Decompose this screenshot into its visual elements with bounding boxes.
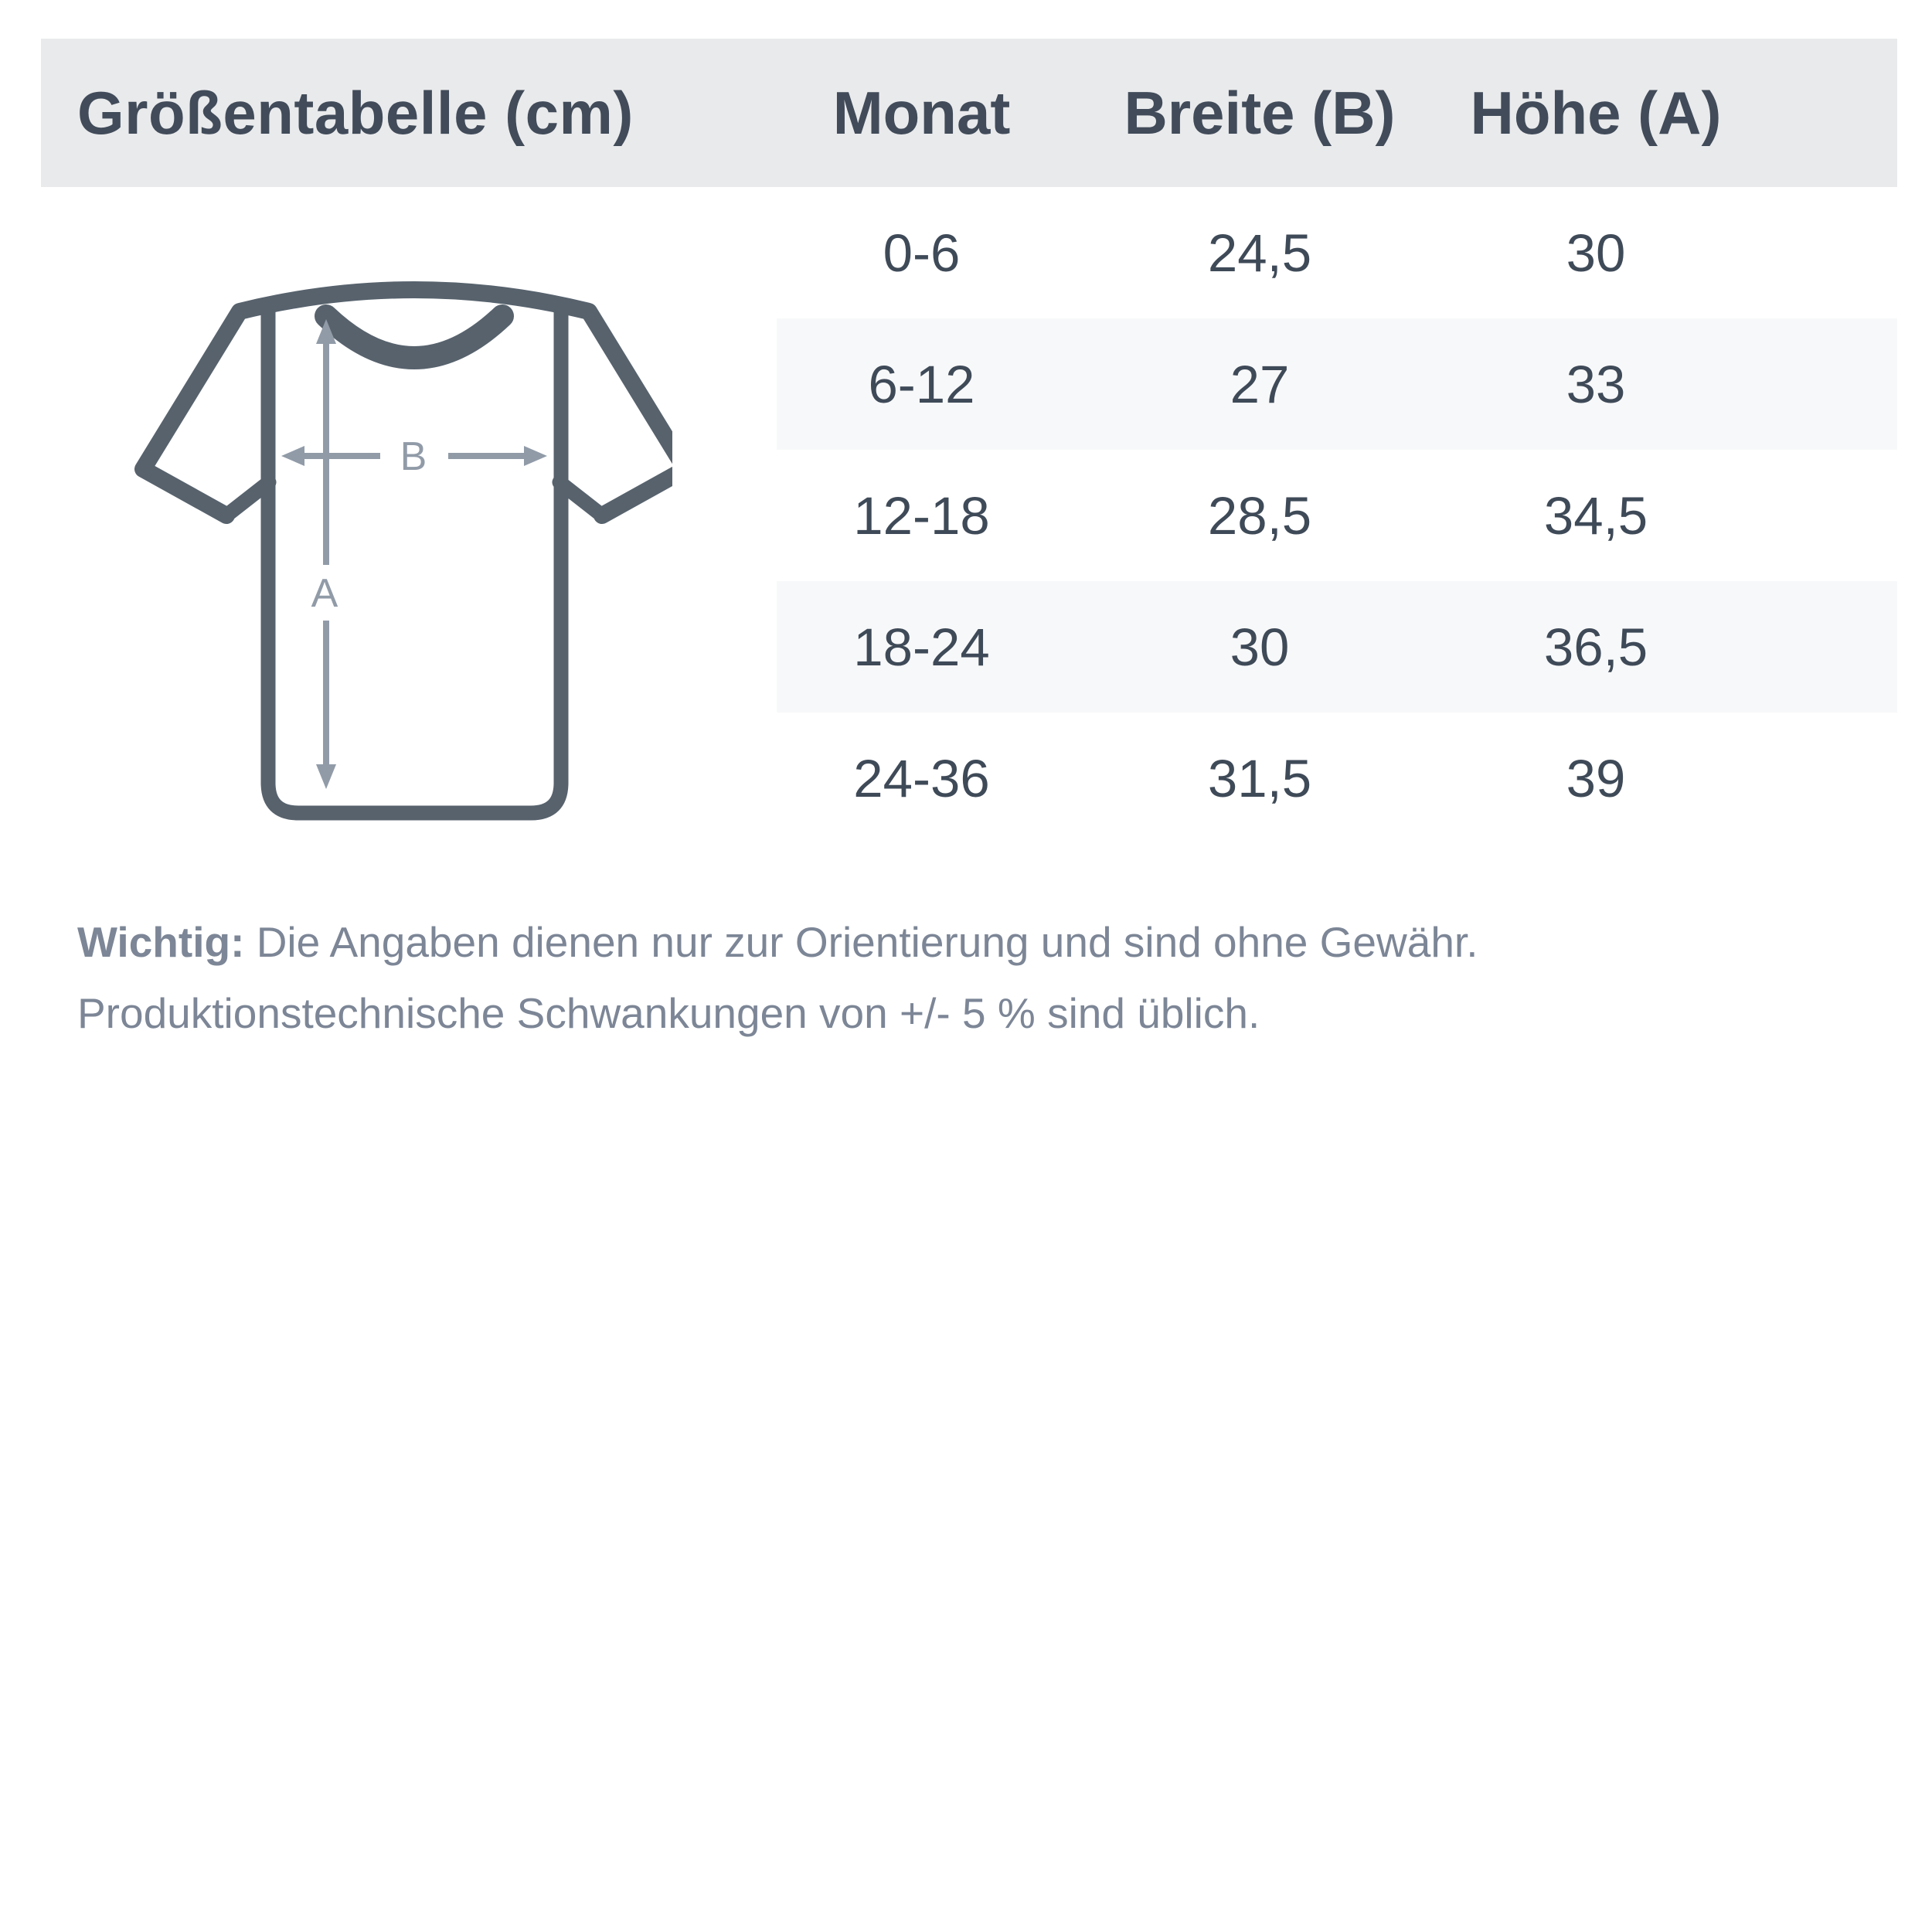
size-chart-panel bbox=[41, 39, 1897, 844]
row-strip bbox=[777, 187, 1897, 318]
tshirt-underarm-seams bbox=[226, 482, 602, 515]
tshirt-measurement-diagram bbox=[131, 267, 672, 823]
column-header-monat: Monat bbox=[832, 78, 1011, 147]
breite-cell: 28,5 bbox=[1207, 485, 1312, 546]
hoehe-cell: 33 bbox=[1566, 354, 1626, 414]
arrow-down-icon bbox=[316, 764, 336, 789]
tshirt-collar bbox=[326, 316, 502, 358]
height-label-a: A bbox=[311, 571, 338, 616]
hoehe-cell: 30 bbox=[1566, 223, 1626, 283]
width-label-b: B bbox=[400, 434, 427, 479]
tshirt-silhouette bbox=[143, 290, 672, 515]
disclaimer-line-1 bbox=[77, 906, 1855, 978]
tshirt-icon bbox=[143, 290, 672, 813]
monat-cell: 6-12 bbox=[868, 354, 975, 414]
row-strip bbox=[777, 450, 1897, 581]
hoehe-cell: 36,5 bbox=[1543, 617, 1648, 677]
disclaimer-text-1: Die Angaben dienen nur zur Orientierung und sind ohne Gewähr. bbox=[256, 918, 1478, 966]
arrow-left-icon bbox=[281, 446, 304, 466]
monat-cell: 18-24 bbox=[853, 617, 990, 677]
hoehe-cell: 34,5 bbox=[1543, 485, 1648, 546]
breite-cell: 27 bbox=[1230, 354, 1290, 414]
disclaimer-prefix: Wichtig: bbox=[77, 918, 245, 966]
row-strip bbox=[777, 581, 1897, 713]
breite-cell: 30 bbox=[1230, 617, 1290, 677]
breite-cell: 24,5 bbox=[1207, 223, 1312, 283]
tshirt-body-outline bbox=[268, 305, 561, 813]
table-header-row bbox=[41, 39, 1897, 187]
arrow-right-icon bbox=[524, 446, 547, 466]
disclaimer-note bbox=[77, 906, 1855, 1049]
monat-cell: 0-6 bbox=[883, 223, 961, 283]
breite-cell: 31,5 bbox=[1207, 748, 1312, 808]
hoehe-cell: 39 bbox=[1566, 748, 1626, 808]
monat-cell: 24-36 bbox=[853, 748, 990, 808]
table-title: Größentabelle (cm) bbox=[77, 78, 634, 147]
disclaimer-line-2: Produktionstechnische Schwankungen von +/- 5 % sind üblich. bbox=[77, 989, 1260, 1037]
column-header-hoehe: Höhe (A) bbox=[1470, 78, 1722, 147]
monat-cell: 12-18 bbox=[853, 485, 990, 546]
row-strip bbox=[777, 318, 1897, 450]
row-strip bbox=[777, 713, 1897, 844]
height-arrow-a bbox=[316, 319, 336, 789]
column-header-breite: Breite (B) bbox=[1124, 78, 1396, 147]
measure-arrows bbox=[281, 319, 547, 789]
